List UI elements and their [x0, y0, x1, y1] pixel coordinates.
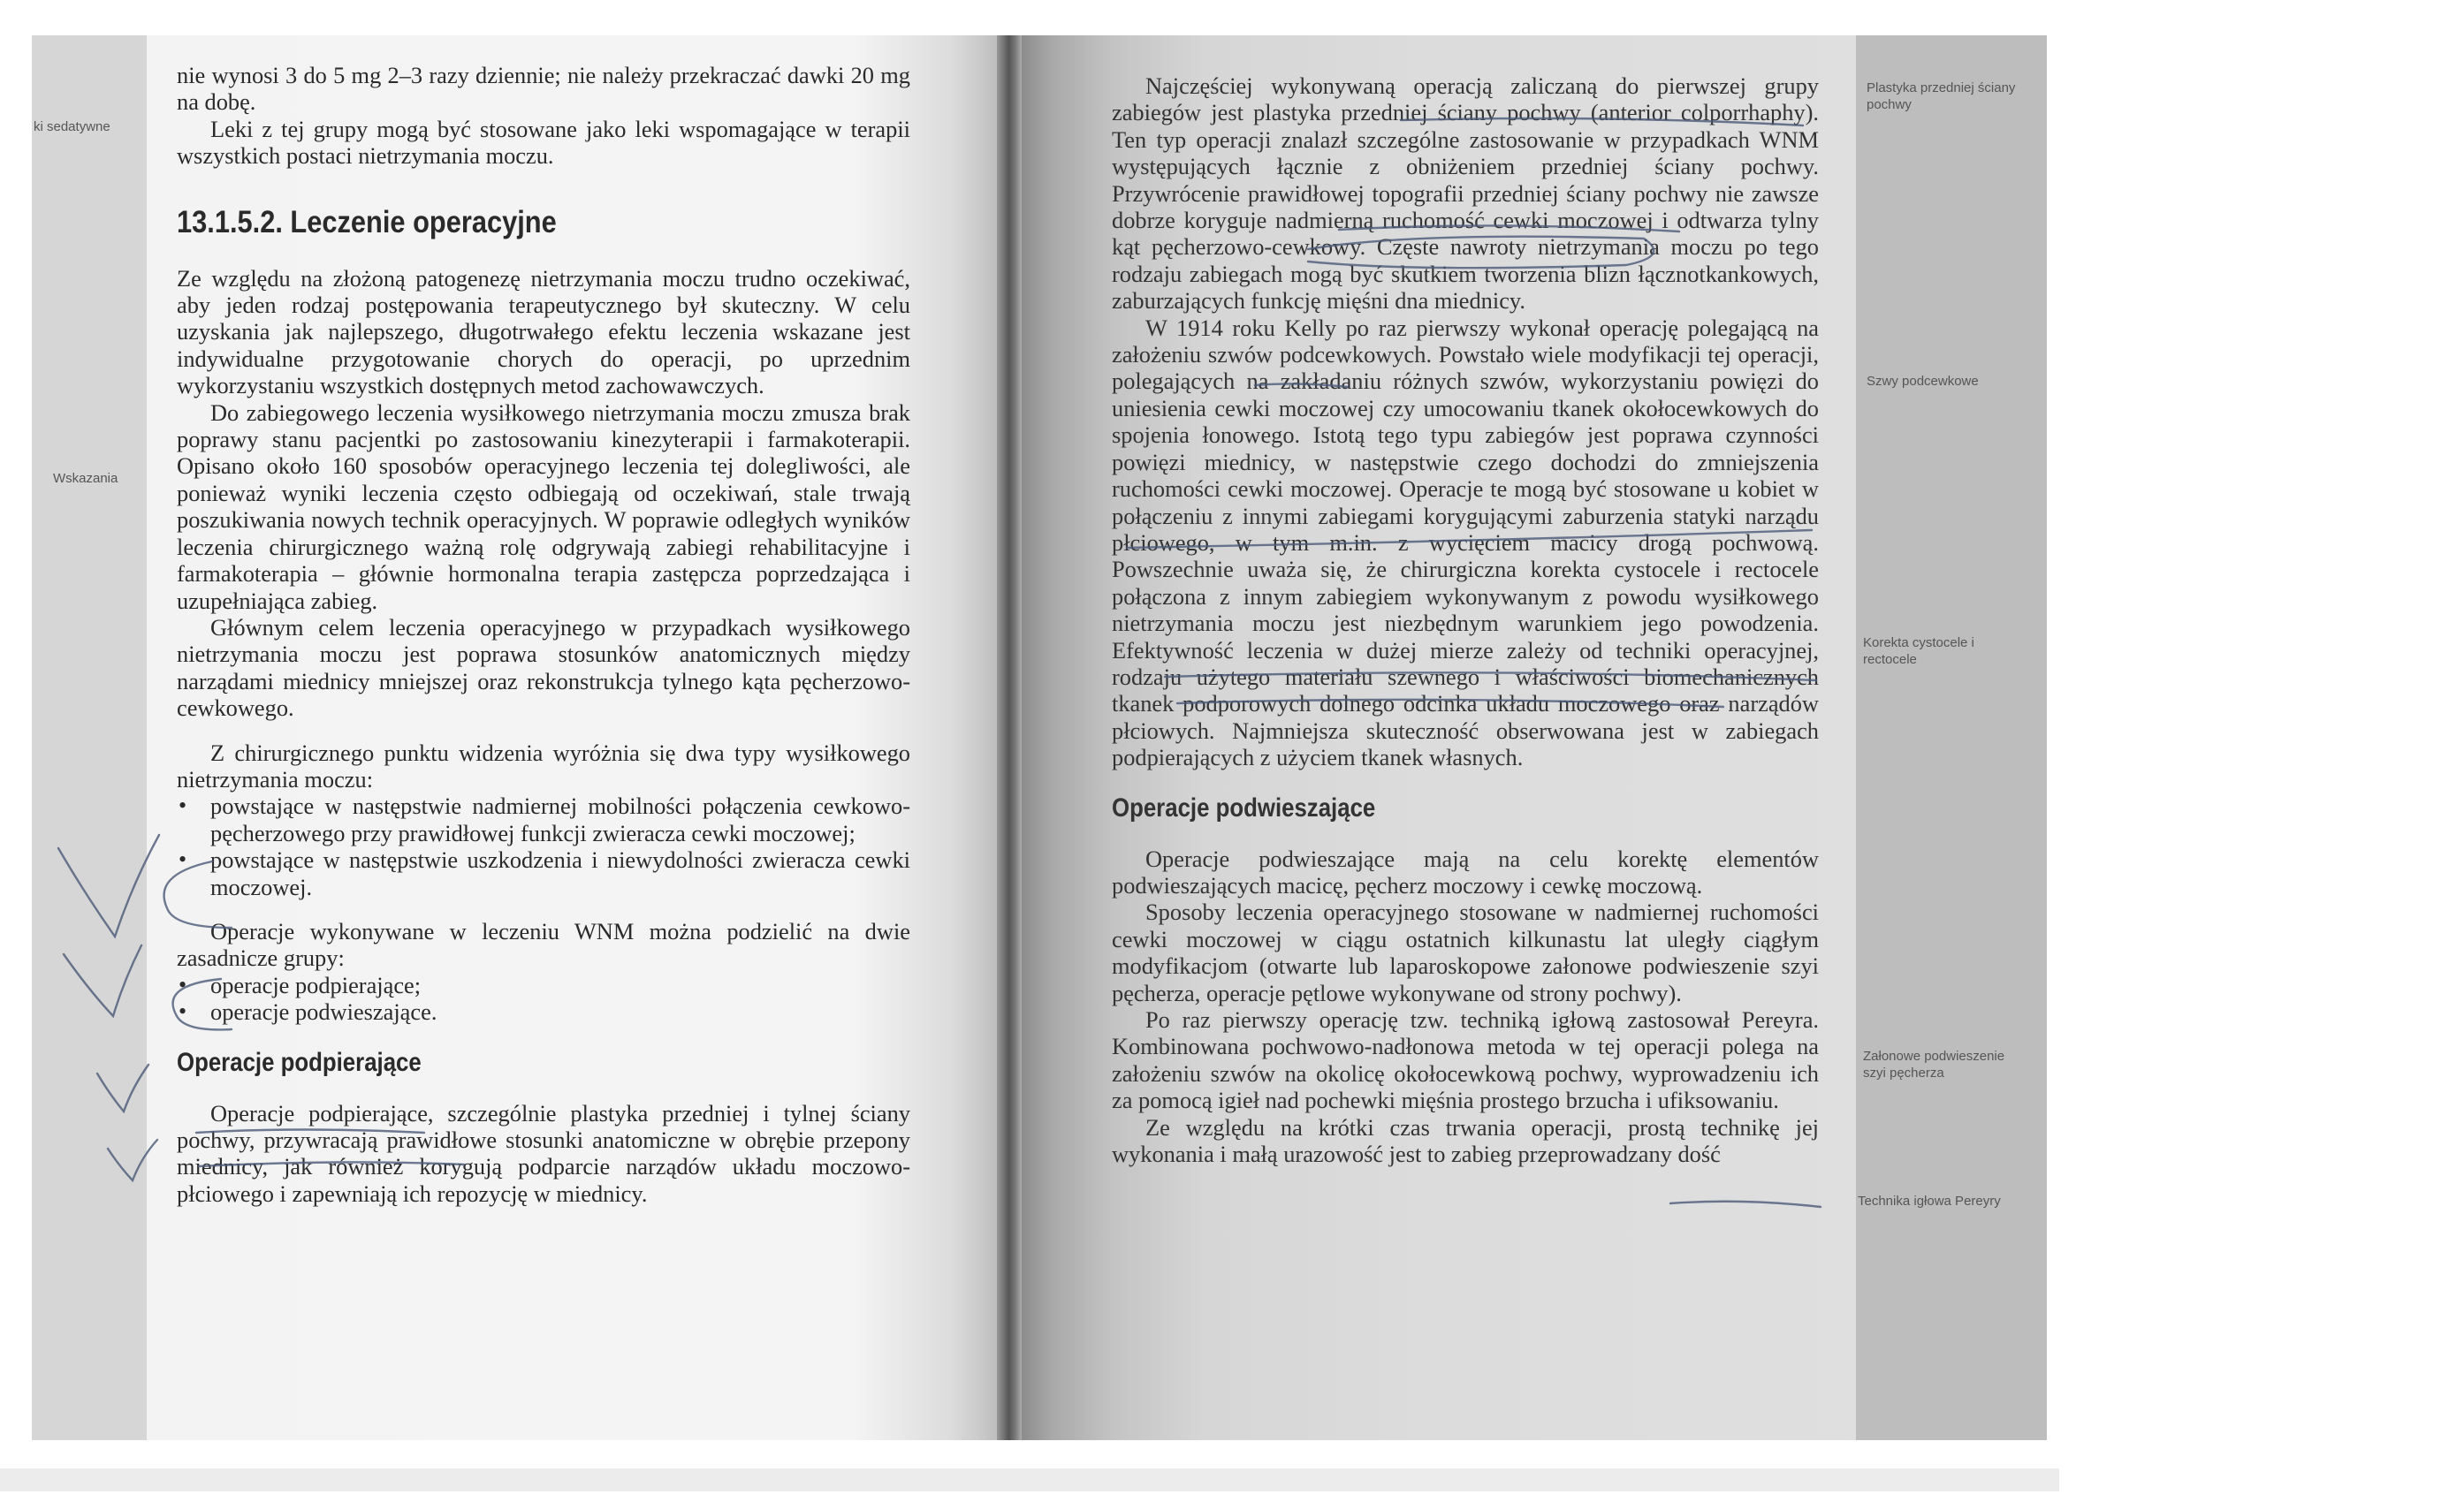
list-item: • operacje podwieszające.: [177, 998, 910, 1025]
subheading-supporting-operations: Operacje podpierające: [177, 1047, 422, 1077]
margin-note-cystocele-correction: Korekta cystocele i rectocele: [1863, 635, 1974, 667]
intro-paragraph-2: Leki z tej grupy mogą być stosowane jako leki wspomagające w terapii wszystkich postaci nietrzymania moczu.: [177, 115, 910, 170]
list-item: • operacje podpierające;: [177, 972, 910, 998]
subheading-suspension-operations: Operacje podwieszające: [1112, 793, 1376, 823]
spacer: [177, 900, 910, 918]
paragraph-3: Głównym celem leczenia operacyjnego w przypadkach wysiłkowego nietrzymania moczu jest poprawa stosunków anatomicznych między narządami miednicy mniejszej oraz rekonstrukcja tylnego kąta pęcherzowo-cewkowego.: [177, 613, 910, 722]
paragraph-supporting-operations: Operacje podpierające, szczególnie plastyka przedniej i tylnej ściany pochwy, przywracają prawidłowe stosunki anatomiczne w obrębie przepony miednicy, jak również korygują podparcie narządów układu moczowo-płciowego i zapewniają ich repozycję w miednicy.: [177, 1099, 910, 1207]
groups-intro: Operacje wykonywane w leczeniu WNM można podzielić na dwie zasadnicze grupy:: [177, 917, 910, 972]
right-text-column: [1112, 72, 1819, 1167]
spacer: [177, 722, 910, 740]
left-text-column: [177, 62, 910, 1207]
section-heading: 13.1.5.2. Leczenie operacyjne: [177, 204, 557, 239]
paragraph-suspension-methods: Sposoby leczenia operacyjnego stosowane w nadmiernej ruchomości cewki moczowej w ciągu ostatnich kilkunastu lat uległy ciągłym modyfikacjom (otwarte lub laparoskopowe załonowe podwieszenie szyi pęcherza, operacje pętlowe wykonywane od strony pochwy).: [1112, 899, 1819, 1006]
paragraph-anterior-colporrhaphy: Najczęściej wykonywaną operacją zaliczaną do pierwszej grupy zabiegów jest plastyka przedniej ściany pochwy (anterior colporrhaphy). Ten typ operacji znalazł szczególne zastosowanie w przypadkach WNM występujących łącznie z obniżeniem przedniej ściany pochwy. Przywrócenie prawidłowej topografii przedniej ściany pochwy nie zawsze dobrze koryguje nadmierną ruchomość cewki moczowej i odtwarza tylny kąt pęcherzowo-cewkowy. Częste nawroty nietrzymania moczu po tego rodzaju zabiegach mogą być skutkiem tworzenia blizn łącznotkankowych, zaburzających funkcję mięśni dna miednicy.: [1112, 72, 1819, 315]
types-list: [177, 793, 910, 900]
book-gutter: [997, 35, 1023, 1440]
list-item: • powstające w następstwie nadmiernej mobilności połączenia cewkowo-pęcherzowego przy prawidłowej funkcji zwieracza cewki moczowej;: [177, 793, 910, 846]
paragraph-short-duration: Ze względu na krótki czas trwania operacji, prostą technikę jej wykonania i małą urazowość jest to zabieg przeprowadzany dość: [1112, 1113, 1819, 1168]
margin-note-sedatives: ki sedatywne: [34, 119, 110, 134]
types-intro: Z chirurgicznego punktu widzenia wyróżnia się dwa typy wysiłkowego nietrzymania moczu:: [177, 739, 910, 793]
margin-note-anterior-colporrhaphy: Plastyka przedniej ściany pochwy: [1867, 80, 2016, 112]
margin-note-retropubic-suspension: Załonowe podwieszenie szyi pęcherza: [1863, 1049, 2005, 1081]
margin-note-indications: Wskazania: [53, 471, 118, 486]
right-margin-column: [1856, 35, 2047, 1440]
paragraph-pereyra: Po raz pierwszy operację tzw. techniką igłową zastosował Pereyra. Kombinowana pochwowo-nadłonowa metoda w tej operacji polega na założeniu szwów na okolicę okołocewkową pochwy, wyprowadzeniu ich za pomocą igieł nad pochewki mięśnia prostego brzucha i ufiksowaniu.: [1112, 1006, 1819, 1114]
margin-note-suburethral-sutures: Szwy podcewkowe: [1867, 374, 1979, 389]
list-item: • powstające w następstwie uszkodzenia i niewydolności zwieracza cewki moczowej.: [177, 846, 910, 900]
paragraph-1: Ze względu na złożoną patogenezę nietrzymania moczu trudno oczekiwać, aby jeden rodzaj postępowania terapeutycznego był skuteczny. W celu uzyskania jak najlepszego, długotrwałego efektu leczenia wskazane jest indywidualne przygotowanie chorych do operacji, po uprzednim wykorzystaniu wszystkich dostępnych metod zachowawczych.: [177, 264, 910, 399]
scan-bottom-edge: [0, 1468, 2059, 1491]
paragraph-suspension-goal: Operacje podwieszające mają na celu korektę elementów podwieszających macicę, pęcherz moczowy i cewkę moczową.: [1112, 845, 1819, 899]
left-margin-column: [32, 35, 147, 1440]
paragraph-2: Do zabiegowego leczenia wysiłkowego nietrzymania moczu zmusza brak poprawy stanu pacjentki po zastosowaniu kinezyterapii i farmakoterapii. Opisano około 160 sposobów operacyjnego leczenia tej dolegliwości, ale ponieważ wyniki leczenia często odbiegają od oczekiwań, stale trwają poszukiwania nowych technik operacyjnych. W poprawie odległych wyników leczenia chirurgicznego ważną rolę odgrywają zabiegi rehabilitacyjne i farmakoterapia – głównie hormonalna terapia zastępcza poprzedzająca i uzupełniająca zabieg.: [177, 398, 910, 614]
groups-list: [177, 972, 910, 1026]
intro-paragraph-1: nie wynosi 3 do 5 mg 2–3 razy dziennie; nie należy przekraczać dawki 20 mg na dobę.: [177, 62, 910, 116]
margin-note-pereyra-technique: Technika igłowa Pereyry: [1858, 1194, 2001, 1209]
paragraph-kelly: W 1914 roku Kelly po raz pierwszy wykonał operację polegającą na założeniu szwów podcewkowych. Powstało wiele modyfikacji tej operacji, polegających na zakładaniu różnych szwów, wykorzystaniu powięzi do uniesienia cewki moczowej czy umocowaniu tkanek okołocewkowych do spojenia łonowego. Istotą tego typu zabiegów jest poprawa czynności powięzi miednicy, w następstwie czego dochodzi do zmniejszenia ruchomości cewki moczowej. Operacje te mogą być stosowane u kobiet w połączeniu z innymi zabiegami korygującymi zaburzenia statyki narządu płciowego, w tym m.in. z wycięciem macicy drogą pochwową. Powszechnie uważa się, że chirurgiczna korekta cystocele i rectocele połączona z innym zabiegiem wykonywanym z powodu wysiłkowego nietrzymania moczu jest niezbędnym warunkiem jego powodzenia. Efektywność leczenia w dużej mierze zależy od techniki operacyjnej, rodzaju użytego materiału szewnego i właściwości biomechanicznych tkanek podporowych dolnego odcinka układu moczowego oraz narządów płciowych. Najmniejsza skuteczność obserwowana jest w zabiegach podpierających z użyciem tkanek własnych.: [1112, 314, 1819, 771]
